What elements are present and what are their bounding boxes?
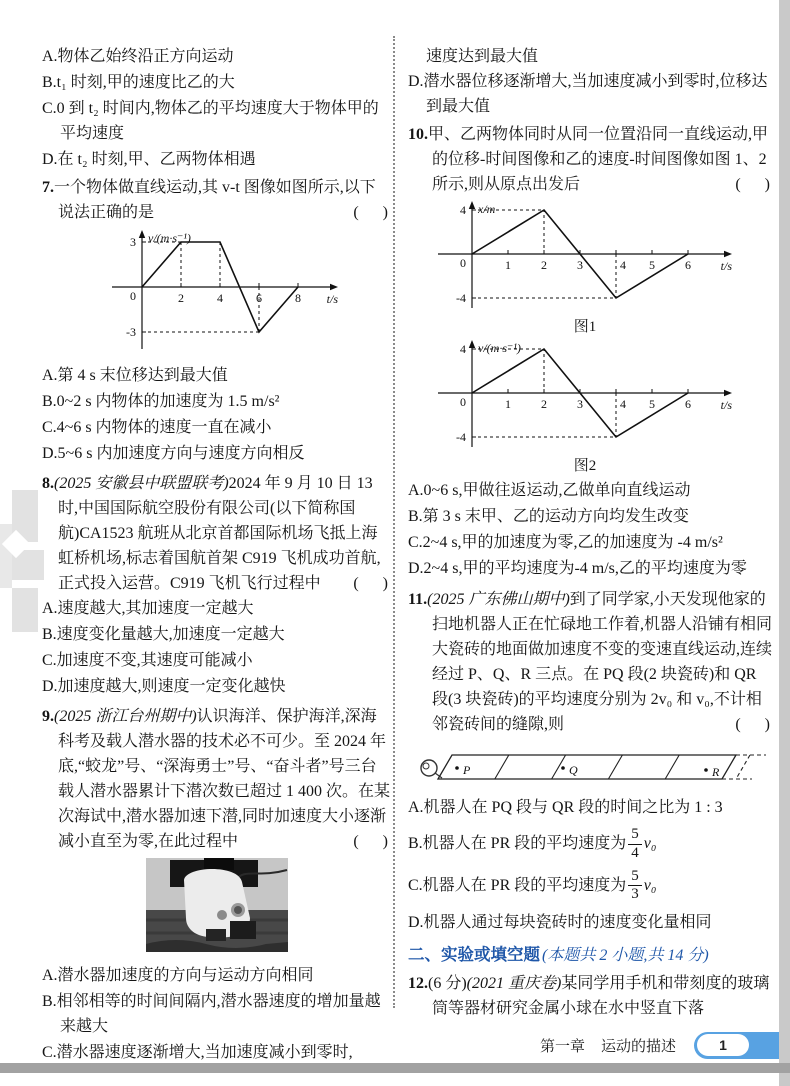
q11-text: 到了同学家,小天发现他家的扫地机器人正在忙碌地工作着,机器人沿铺有相同大瓷砖的地面做加速度不变的变速直线运动,连续经过 P、Q、R 三点。在 PQ 段(2 块瓷砖)和 QR 段(3 块瓷砖)的平均速度分别为 2v₀ 和 v₀,不计相邻瓷砖间的缝隙,则 xyxy=(432,591,773,733)
q10-option-d: D.2~4 s,甲的平均速度为-4 m/s,乙的平均速度为零 xyxy=(408,560,747,577)
q12-stem xyxy=(408,971,772,1021)
q7-option-c: C.4~6 s 内物体的速度一直在减小 xyxy=(42,419,272,436)
column-divider xyxy=(393,36,395,1008)
q11-option-c xyxy=(408,869,772,904)
q7-option-d: D.5~6 s 内加速度方向与速度方向相反 xyxy=(42,445,305,462)
q10-vt-graph xyxy=(434,339,736,451)
q9-option-c-continuation: 速度达到最大值 xyxy=(426,48,539,65)
submersible-photo xyxy=(146,858,288,952)
q11-tiles-block xyxy=(416,739,772,793)
q7-option-a: A.第 4 s 末位移达到最大值 xyxy=(42,367,228,384)
svg-text:-4: -4 xyxy=(456,291,466,305)
page-number: 1 xyxy=(697,1034,749,1056)
footer-chapter: 第一章 xyxy=(539,1038,585,1055)
svg-text:2: 2 xyxy=(541,258,547,272)
svg-text:v/(m·s⁻¹): v/(m·s⁻¹) xyxy=(478,341,521,355)
q11-answer-bracket: ( ) xyxy=(735,716,770,733)
svg-text:0: 0 xyxy=(460,256,466,270)
q6-option-a: A.物体乙始终沿正方向运动 xyxy=(42,48,234,65)
q8-stem xyxy=(42,471,390,596)
q10-option-c: C.2~4 s,甲的加速度为零,乙的加速度为 -4 m/s² xyxy=(408,534,723,551)
q11-option-d: D.机器人通过每块瓷砖时的速度变化量相同 xyxy=(408,914,712,931)
svg-text:3: 3 xyxy=(577,258,583,272)
q8-source: (2025 安徽县中联盟联考) xyxy=(54,475,229,492)
q9-number: 9. xyxy=(42,708,54,725)
svg-text:4: 4 xyxy=(217,291,223,305)
svg-text:1: 1 xyxy=(505,397,511,411)
q11-tiles-diagram xyxy=(416,739,768,785)
svg-text:t/s: t/s xyxy=(720,259,732,273)
footer-chapter-title: 运动的描述 xyxy=(600,1038,676,1055)
q11-option-c-text: C.机器人在 PR 段的平均速度为 xyxy=(408,876,627,894)
q9-option-a: A.潜水器加速度的方向与运动方向相同 xyxy=(42,967,314,984)
q11-source: (2025 广东佛山期中) xyxy=(427,591,570,608)
svg-text:6: 6 xyxy=(685,397,691,411)
q8-number: 8. xyxy=(42,475,54,492)
svg-text:-4: -4 xyxy=(456,430,466,444)
svg-text:4: 4 xyxy=(460,342,466,356)
svg-text:t/s: t/s xyxy=(326,292,338,306)
svg-text:-3: -3 xyxy=(126,325,136,339)
fraction xyxy=(628,869,642,904)
svg-text:6: 6 xyxy=(256,291,262,305)
q7-chart-block xyxy=(108,229,390,361)
q11-option-b-text: B.机器人在 PR 段的平均速度为 xyxy=(408,834,627,852)
q11-option-b-suffix: v₀ xyxy=(643,834,657,852)
svg-text:8: 8 xyxy=(295,291,301,305)
svg-text:2: 2 xyxy=(541,397,547,411)
tile-point-p: P xyxy=(463,763,471,777)
svg-text:4: 4 xyxy=(460,203,466,217)
q11-option-c-suffix: v₀ xyxy=(643,876,657,894)
q8-option-d: D.加速度越大,则速度一定变化越快 xyxy=(42,678,286,695)
q6-option-d: D.在 t₂ 时刻,甲、乙两物体相遇 xyxy=(42,151,256,168)
q8-text: 2024 年 9 月 10 日 13 时,中国国际航空股份有限公司(以下简称国航)CA1523 航班从北京首都国际机场飞抵上海虹桥机场,标志着国航首架 C919 飞机成功首航,正式投入运营。C919 飞机飞行过程中 xyxy=(58,475,381,592)
figure2-caption: 图2 xyxy=(573,458,597,474)
svg-text:6: 6 xyxy=(685,258,691,272)
q11-option-a: A.机器人在 PQ 段与 QR 段的时间之比为 1 : 3 xyxy=(408,799,723,816)
figure1-block xyxy=(434,200,772,336)
q6-option-b: B.t₁ 时刻,甲的速度比乙的大 xyxy=(42,74,235,91)
q9-text: 认识海洋、保护海洋,深海科考及载人潜水器的技术必不可少。至 2024 年底,“蛟龙”号、“深海勇士”号、“奋斗者”号三台载人潜水器累计下潜次数已超过 1 400 次。在某次海试中,潜水器加速下潜,同时加速度大小逐渐减小直至为零,在此过程中 xyxy=(58,708,391,850)
q9-source: (2025 浙江台州期中) xyxy=(54,708,197,725)
svg-text:3: 3 xyxy=(130,235,136,249)
q7-vt-graph xyxy=(108,229,342,353)
section-2-header xyxy=(408,942,772,968)
q12-number: 12. xyxy=(408,975,428,992)
svg-text:t/s: t/s xyxy=(720,398,732,412)
fraction-numerator: 5 xyxy=(628,827,642,845)
page-bottom-edge xyxy=(0,1063,790,1073)
q8-option-c: C.加速度不变,其速度可能减小 xyxy=(42,652,253,669)
q9-option-b: B.相邻相等的时间间隔内,潜水器速度的增加量越来越大 xyxy=(42,993,381,1035)
q12-source: (2021 重庆卷) xyxy=(466,975,562,992)
q7-option-b: B.0~2 s 内物体的加速度为 1.5 m/s² xyxy=(42,393,280,410)
left-column xyxy=(42,44,390,1066)
q7-answer-bracket: ( ) xyxy=(353,204,388,221)
svg-text:1: 1 xyxy=(505,258,511,272)
figure2-block xyxy=(434,339,772,475)
q7-stem xyxy=(42,175,390,225)
q6-option-c: C.0 到 t₂ 时间内,物体乙的平均速度大于物体甲的平均速度 xyxy=(42,100,379,142)
fraction xyxy=(628,827,642,862)
tile-point-q: Q xyxy=(569,763,578,777)
q8-answer-bracket: ( ) xyxy=(353,575,388,592)
q10-number: 10. xyxy=(408,126,428,143)
q12-points: (6 分) xyxy=(428,975,467,992)
svg-text:2: 2 xyxy=(178,291,184,305)
q10-text: 甲、乙两物体同时从同一位置沿同一直线运动,甲的位移-时间图像和乙的速度-时间图像如图 1、2 所示,则从原点出发后 xyxy=(428,126,769,193)
fraction-numerator: 5 xyxy=(628,869,642,887)
svg-text:5: 5 xyxy=(649,258,655,272)
svg-text:4: 4 xyxy=(620,258,626,272)
right-column xyxy=(408,44,772,1021)
page-edge-watermark xyxy=(0,486,46,638)
q9-option-c: C.潜水器速度逐渐增大,当加速度减小到零时, xyxy=(42,1044,353,1061)
figure1-caption: 图1 xyxy=(573,319,597,335)
q10-xt-graph xyxy=(434,200,736,312)
q7-text: 一个物体做直线运动,其 v-t 图像如图所示,以下说法正确的是 xyxy=(54,179,376,221)
svg-text:5: 5 xyxy=(649,397,655,411)
q11-option-b xyxy=(408,827,772,862)
svg-text:0: 0 xyxy=(460,395,466,409)
q9-photo-block xyxy=(146,858,390,960)
tile-point-r: R xyxy=(712,765,720,779)
q7-number: 7. xyxy=(42,179,54,196)
q9-answer-bracket: ( ) xyxy=(353,833,388,850)
q12-text: 某同学用手机和带刻度的玻璃筒等器材研究金属小球在水中竖直下落 xyxy=(432,975,770,1017)
svg-text:0: 0 xyxy=(130,289,136,303)
section-2-note: (本题共 2 小题,共 14 分) xyxy=(542,947,709,964)
q10-stem xyxy=(408,122,772,197)
q10-option-b: B.第 3 s 末甲、乙的运动方向均发生改变 xyxy=(408,508,689,525)
page-footer xyxy=(540,1031,790,1059)
q9-stem xyxy=(42,704,390,854)
page-right-edge xyxy=(779,0,790,1086)
q10-answer-bracket: ( ) xyxy=(735,176,770,193)
q8-option-a: A.速度越大,其加速度一定越大 xyxy=(42,600,254,617)
q11-stem xyxy=(408,587,772,737)
svg-text:x/m: x/m xyxy=(478,202,496,216)
q10-option-a: A.0~6 s,甲做往返运动,乙做单向直线运动 xyxy=(408,482,691,499)
page-number-bar xyxy=(694,1032,790,1059)
svg-text:4: 4 xyxy=(620,397,626,411)
q8-option-b: B.速度变化量越大,加速度一定越大 xyxy=(42,626,285,643)
q11-number: 11. xyxy=(408,591,428,608)
fraction-denominator: 3 xyxy=(631,886,639,903)
fraction-denominator: 4 xyxy=(631,844,639,861)
section-2-title: 二、实验或填空题 xyxy=(408,945,540,964)
svg-text:3: 3 xyxy=(577,397,583,411)
svg-text:v/(m·s⁻¹): v/(m·s⁻¹) xyxy=(148,231,191,245)
q9-option-d: D.潜水器位移逐渐增大,当加速度减小到零时,位移达到最大值 xyxy=(408,73,768,115)
